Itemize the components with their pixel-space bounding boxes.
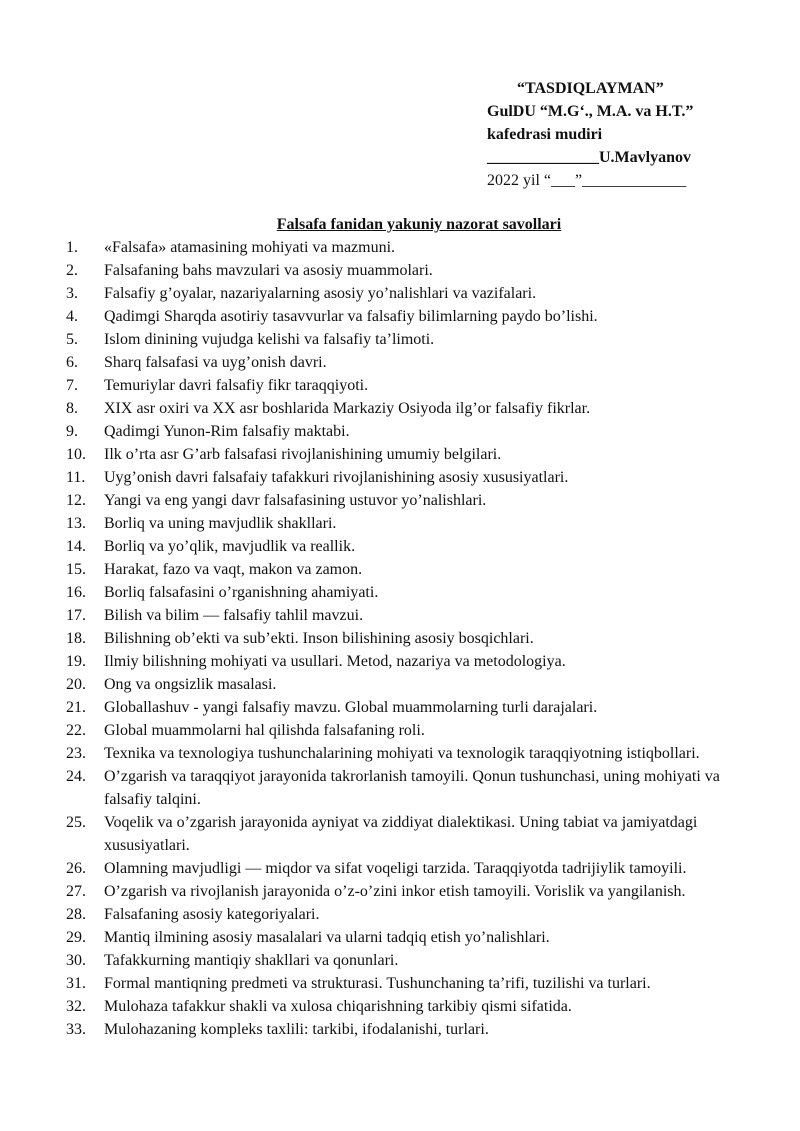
question-text: Texnika va texnologiya tushunchalarining mohiyati va texnologik taraqqiyotning istiqbollari. [104,745,700,762]
question-number: 20. [66,676,86,693]
question-number: 10. [66,446,86,463]
question-number: 13. [66,515,86,532]
question-item [66,857,766,880]
question-item [66,949,766,972]
question-text: Islom dinining vujudga kelishi va falsafiy ta’limoti. [104,331,435,348]
question-item [66,351,766,374]
question-number: 19. [66,653,86,670]
question-text: Tafakkurning mantiqiy shakllari va qonunlari. [104,952,399,969]
question-text: Ilk o’rta asr G’arb falsafasi rivojlanishining umumiy belgilari. [104,446,502,463]
question-number: 7. [66,377,78,394]
question-item [66,926,766,949]
question-number: 14. [66,538,86,555]
question-text: Borliq va yo’qlik, mavjudlik va reallik. [104,538,356,555]
questions-list [66,236,766,1041]
question-item [66,719,766,742]
question-item [66,627,766,650]
question-item [66,742,766,765]
question-text: Borliq falsafasini o’rganishning ahamiyati. [104,584,379,601]
question-item [66,604,766,627]
question-number: 15. [66,561,86,578]
question-item [66,650,766,673]
question-number: 1. [66,239,78,256]
question-item [66,259,766,282]
question-number: 16. [66,584,86,601]
question-item [66,765,766,811]
question-number: 12. [66,492,86,509]
question-text: XIX asr oxiri va XX asr boshlarida Markaziy Osiyoda ilg’or falsafiy fikrlar. [104,400,591,417]
question-number: 17. [66,607,86,624]
question-text: Temuriylar davri falsafiy fikr taraqqiyoti. [104,377,369,394]
approval-block [487,77,787,192]
question-text: Falsafaning bahs mavzulari va asosiy muammolari. [104,262,433,279]
question-number: 6. [66,354,78,371]
document-title: Falsafa fanidan yakuniy nazorat savollari [276,216,562,233]
question-text: Qadimgi Yunon-Rim falsafiy maktabi. [104,423,350,440]
approval-signature: ______________U.Mavlyanov [487,149,691,166]
question-number: 29. [66,929,86,946]
question-item [66,535,766,558]
question-text: Sharq falsafasi va uyg’onish davri. [104,354,327,371]
question-item [66,512,766,535]
question-item [66,558,766,581]
question-number: 23. [66,745,86,762]
question-number: 22. [66,722,86,739]
question-text: Voqelik va o’zgarish jarayonida ayniyat va ziddiyat dialektikasi. Uning tabiat va jamiyatdagi xususiyatlari. [104,814,698,854]
question-text: O’zgarish va rivojlanish jarayonida o’z-o’zini inkor etish tamoyili. Vorislik va yangilanish. [104,883,686,900]
question-number: 31. [66,975,86,992]
question-number: 26. [66,860,86,877]
question-item [66,397,766,420]
question-text: Yangi va eng yangi davr falsafasining ustuvor yo’nalishlari. [104,492,487,509]
question-number: 32. [66,998,86,1015]
question-text: Global muammolarni hal qilishda falsafaning roli. [104,722,425,739]
question-number: 18. [66,630,86,647]
question-text: Bilish va bilim — falsafiy tahlil mavzui. [104,607,364,624]
question-text: Bilishning ob’ekti va sub’ekti. Inson bilishining asosiy bosqichlari. [104,630,534,647]
question-item [66,995,766,1018]
question-text: «Falsafa» atamasining mohiyati va mazmuni. [104,239,396,256]
question-text: Formal mantiqning predmeti va strukturasi. Tushunchaning ta’rifi, tuzilishi va turlari. [104,975,651,992]
question-number: 11. [66,469,86,486]
question-number: 27. [66,883,86,900]
approval-position: kafedrasi mudiri [487,126,603,143]
question-number: 9. [66,423,78,440]
question-text: Mantiq ilmining asosiy masalalari va ularni tadqiq etish yo’nalishlari. [104,929,550,946]
question-item [66,972,766,995]
question-text: Olamning mavjudligi — miqdor va sifat voqeligi tarzida. Taraqqiyotda tadrijiylik tamoyili. [104,860,687,877]
approval-date: 2022 yil “___”_____________ [487,172,687,189]
question-item [66,696,766,719]
question-text: O’zgarish va taraqqiyot jarayonida takrorlanish tamoyili. Qonun tushunchasi, uning mohiyati va falsafiy talqini. [104,768,720,808]
question-number: 30. [66,952,86,969]
question-text: Uyg’onish davri falsafaiy tafakkuri rivojlanishining asosiy xususiyatlari. [104,469,569,486]
question-number: 8. [66,400,78,417]
question-number: 24. [66,768,86,785]
question-text: Falsafiy g’oyalar, nazariyalarning asosiy yo’nalishlari va vazifalari. [104,285,537,302]
question-text: Ilmiy bilishning mohiyati va usullari. Metod, nazariya va metodologiya. [104,653,566,670]
question-item [66,328,766,351]
question-item [66,673,766,696]
question-number: 21. [66,699,86,716]
question-text: Falsafaning asosiy kategoriyalari. [104,906,320,923]
question-item [66,236,766,259]
question-item [66,374,766,397]
question-item [66,581,766,604]
approval-institution: GulDU “M.G‘., M.A. va H.T.” [487,103,694,120]
question-text: Mulohazaning kompleks taxlili: tarkibi, ifodalanishi, turlari. [104,1021,489,1038]
question-text: Harakat, fazo va vaqt, makon va zamon. [104,561,363,578]
question-text: Ong va ongsizlik masalasi. [104,676,277,693]
question-item [66,903,766,926]
question-item [66,489,766,512]
question-text: Globallashuv - yangi falsafiy mavzu. Global muammolarning turli darajalari. [104,699,598,716]
question-number: 25. [66,814,86,831]
question-item [66,282,766,305]
question-item [66,1018,766,1041]
question-text: Borliq va uning mavjudlik shakllari. [104,515,337,532]
question-number: 4. [66,308,78,325]
question-item [66,466,766,489]
question-number: 2. [66,262,78,279]
question-text: Mulohaza tafakkur shakli va xulosa chiqarishning tarkibiy qismi sifatida. [104,998,572,1015]
question-text: Qadimgi Sharqda asotiriy tasavvurlar va falsafiy bilimlarning paydo bo’lishi. [104,308,598,325]
question-number: 5. [66,331,78,348]
question-item [66,420,766,443]
question-number: 28. [66,906,86,923]
question-item [66,811,766,857]
question-item [66,443,766,466]
question-item [66,880,766,903]
question-item [66,305,766,328]
question-number: 33. [66,1021,86,1038]
approval-title: “TASDIQLAYMAN” [517,80,664,97]
question-number: 3. [66,285,78,302]
